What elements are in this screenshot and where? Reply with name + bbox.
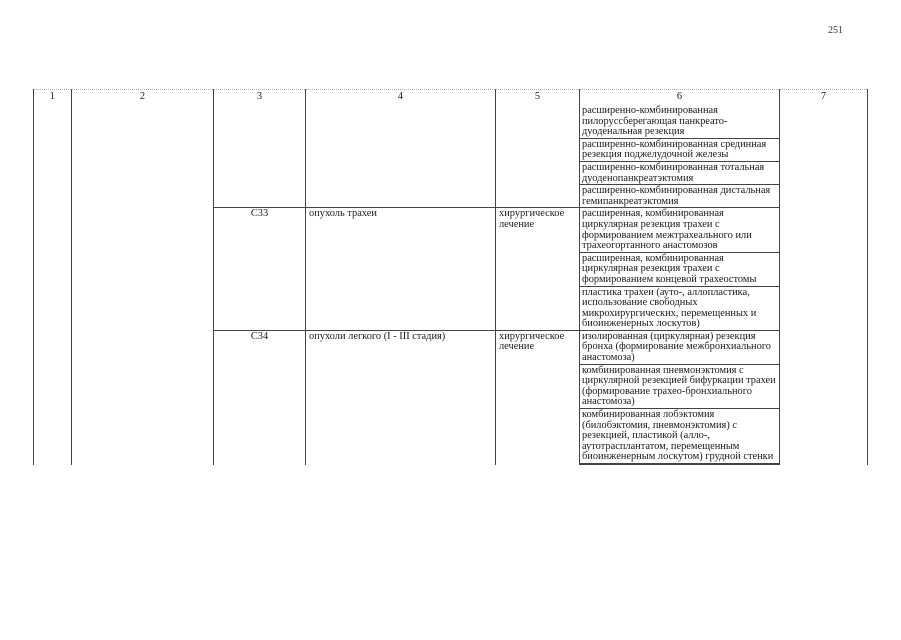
medical-care-table: [33, 89, 868, 465]
method-cell: расширенно-комбинированная дистальная гемипанкреатэктомия: [580, 185, 780, 208]
treatment-cell: хирургическое лечение: [496, 208, 580, 331]
method-cell: расширенно-комбинированная срединная резекция поджелудочной железы: [580, 138, 780, 161]
page-number: 251: [828, 25, 843, 36]
condition-cell: опухоль трахеи: [306, 208, 496, 331]
cell-treatment: [496, 105, 580, 208]
column-number-row: [34, 90, 868, 106]
method-cell: расширенно-комбинированная пилоруссберегающая панкреато-дуоденальная резекция: [580, 105, 780, 138]
cell-col2: [72, 105, 214, 465]
method-cell: комбинированная пневмонэктомия с циркулярной резекцией бифуркации трахеи (формирование трахео-бронхиального анастомоза): [580, 364, 780, 408]
method-cell: расширенно-комбинированная тотальная дуоденопанкреатэктомия: [580, 161, 780, 184]
column-number: 1: [34, 90, 72, 106]
column-number: 5: [496, 90, 580, 106]
column-number: 4: [306, 90, 496, 106]
method-cell: изолированная (циркулярная) резекция бронха (формирование межбронхиального анастомоза): [580, 330, 780, 364]
column-number: 3: [214, 90, 306, 106]
cell-code: [214, 105, 306, 208]
table-row: [34, 105, 868, 138]
condition-cell: опухоли легкого (I - III стадия): [306, 330, 496, 464]
cell-col7: [780, 105, 868, 465]
method-cell: расширенная, комбинированная циркулярная резекция трахеи с формированием межтрахеального или трахеогортанного анастомозов: [580, 208, 780, 252]
method-cell: расширенная, комбинированная циркулярная резекция трахеи с формированием концевой трахеостомы: [580, 252, 780, 286]
method-cell: комбинированная лобэктомия (билобэктомия, пневмонэктомия) с резекцией, пластикой (алло-, аутотрасплантатом, перемещенным биоинженерным лоскутом) грудной стенки: [580, 409, 780, 464]
treatment-cell: хирургическое лечение: [496, 330, 580, 464]
code-cell: С34: [214, 330, 306, 464]
code-cell: С33: [214, 208, 306, 331]
column-number: 6: [580, 90, 780, 106]
method-cell: пластика трахеи (ауто-, аллопластика, использование свободных микрохирургических, перемещенных и биоинженерных лоскутов): [580, 286, 780, 330]
cell-col1: [34, 105, 72, 465]
column-number: 7: [780, 90, 868, 106]
spacer-cell: [580, 464, 780, 465]
column-number: 2: [72, 90, 214, 106]
cell-condition: [306, 105, 496, 208]
